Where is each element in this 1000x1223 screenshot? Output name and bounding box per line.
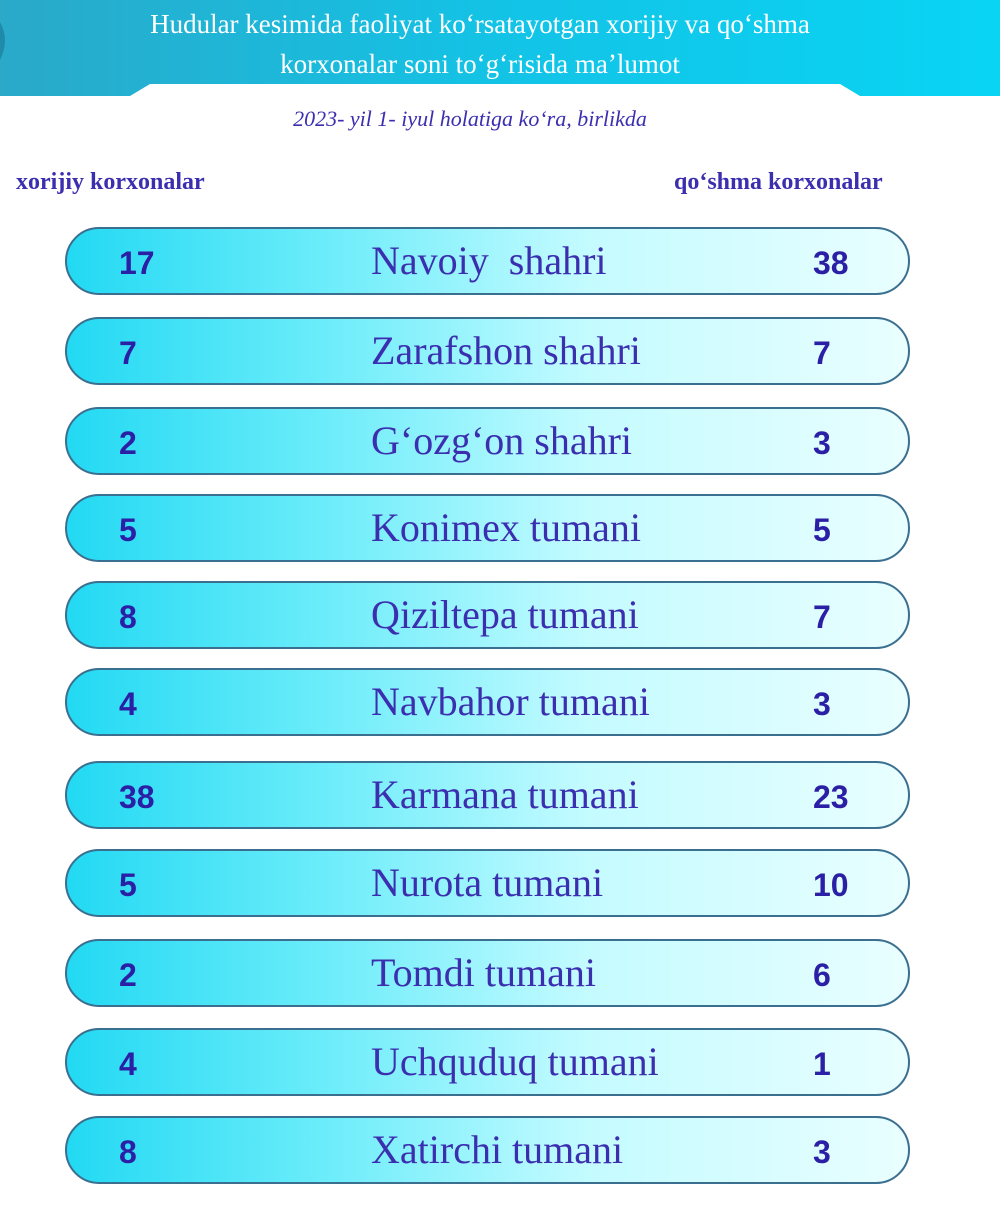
region-name: Nurota tumani (371, 860, 604, 905)
table-row (65, 668, 910, 736)
region-name: Gʻozgʻon shahri (371, 418, 633, 463)
region-name: Navbahor tumani (371, 679, 650, 724)
joint-count: 10 (813, 867, 849, 903)
table-row (65, 761, 910, 829)
joint-count: 6 (813, 957, 831, 993)
joint-count: 7 (813, 335, 831, 371)
foreign-count: 5 (119, 867, 137, 903)
table-row (65, 939, 910, 1007)
region-name: Xatirchi tumani (371, 1127, 624, 1172)
region-name: Uchquduq tumani (371, 1039, 659, 1084)
subtitle: 2023- yil 1- iyul holatiga koʻra, birlikda (293, 106, 647, 131)
foreign-count: 5 (119, 512, 137, 548)
joint-count: 1 (813, 1046, 831, 1082)
joint-count: 38 (813, 245, 849, 281)
foreign-count: 2 (119, 425, 137, 461)
joint-count: 3 (813, 1134, 831, 1170)
joint-count: 7 (813, 599, 831, 635)
table-row (65, 581, 910, 649)
region-name: Navoiy shahri (371, 238, 607, 283)
joint-count: 3 (813, 425, 831, 461)
joint-count: 5 (813, 512, 831, 548)
table-row (65, 1116, 910, 1184)
column-header-foreign: xorijiy korxonalar (16, 169, 205, 195)
table-row (65, 317, 910, 385)
table-row (65, 494, 910, 562)
column-header-joint: qoʻshma korxonalar (674, 169, 883, 195)
table-row (65, 407, 910, 475)
foreign-count: 7 (119, 335, 137, 371)
foreign-count: 2 (119, 957, 137, 993)
table-row (65, 227, 910, 295)
joint-count: 23 (813, 779, 849, 815)
foreign-count: 17 (119, 245, 155, 281)
region-name: Karmana tumani (371, 772, 639, 817)
foreign-count: 8 (119, 599, 137, 635)
region-name: Konimex tumani (371, 505, 641, 550)
foreign-count: 4 (119, 686, 137, 722)
table-row (65, 849, 910, 917)
title-line-2: korxonalar soni toʻgʻrisida maʼlumot (280, 49, 680, 79)
table-row (65, 1028, 910, 1096)
region-name: Tomdi tumani (371, 950, 596, 995)
foreign-count: 38 (119, 779, 155, 815)
region-name: Zarafshon shahri (371, 328, 641, 373)
region-name: Qiziltepa tumani (371, 592, 639, 637)
foreign-count: 4 (119, 1046, 137, 1082)
foreign-count: 8 (119, 1134, 137, 1170)
title-line-1: Hudular kesimida faoliyat koʻrsatayotgan xorijiy va qoʻshma (150, 9, 810, 39)
joint-count: 3 (813, 686, 831, 722)
